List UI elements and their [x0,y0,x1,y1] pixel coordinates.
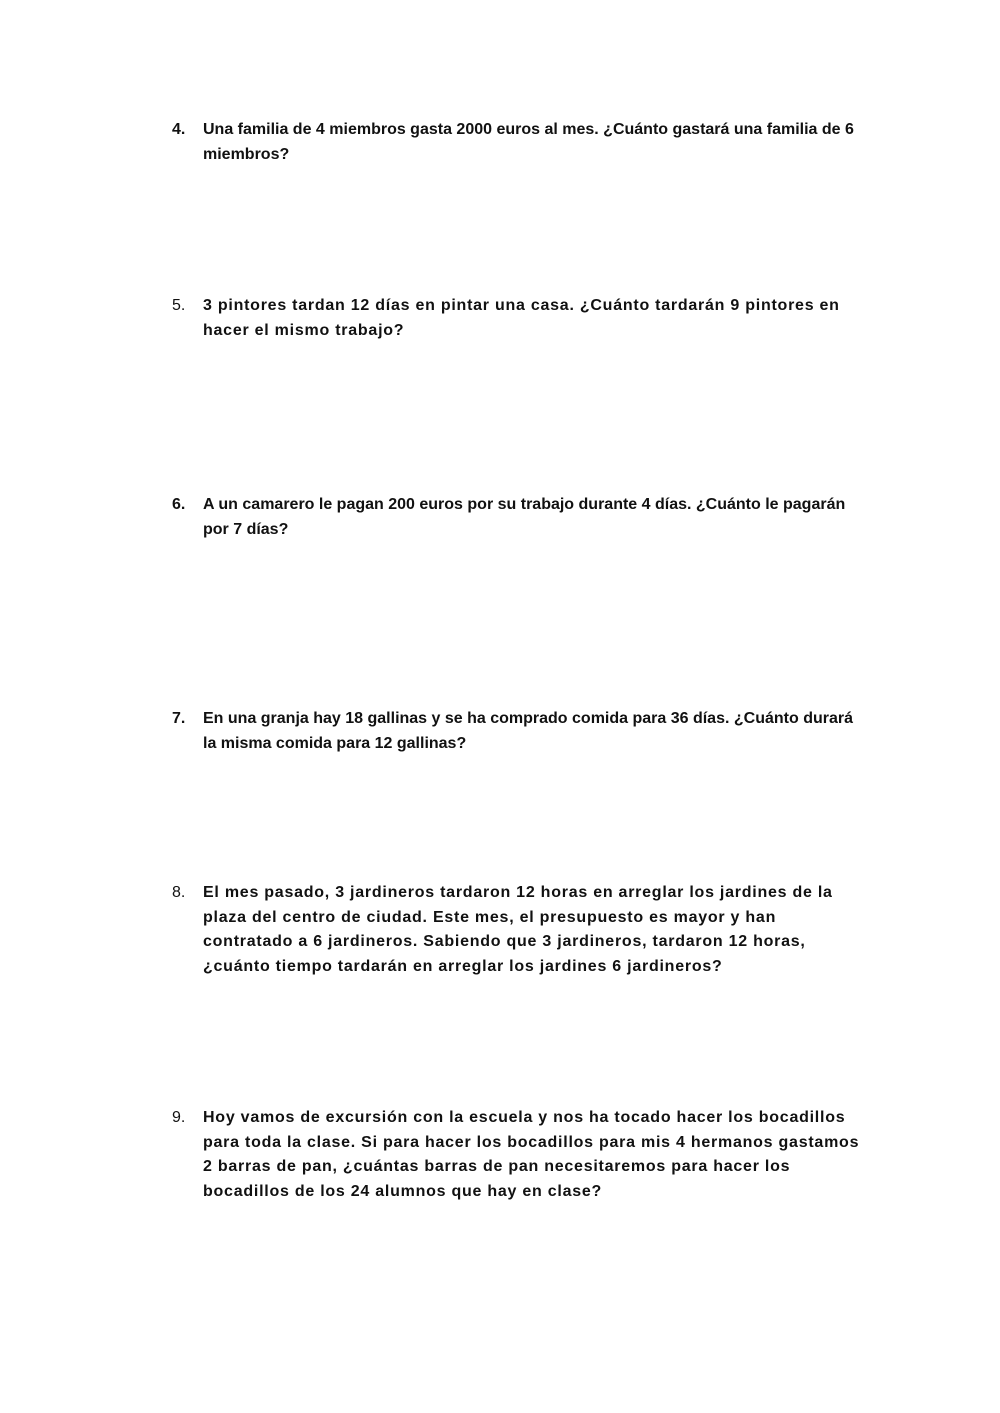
problem-number: 8. [172,884,186,901]
problem-8 [172,881,862,979]
problem-number: 4. [172,121,186,138]
problem-6 [172,493,862,542]
problem-7 [172,707,862,756]
problem-4 [172,118,862,167]
problem-number: 7. [172,710,186,727]
problem-text: En una granja hay 18 gallinas y se ha comprado comida para 36 días. ¿Cuánto durará la misma comida para 12 gallinas? [203,710,853,752]
problem-9 [172,1106,862,1204]
problem-text: Hoy vamos de excursión con la escuela y nos ha tocado hacer los bocadillos para toda la clase. Si para hacer los bocadillos para mis 4 hermanos gastamos 2 barras de pan, ¿cuántas barras de pan necesitaremos para hacer los bocadillos de los 24 alumnos que hay en clase? [203,1109,860,1200]
problem-text: Una familia de 4 miembros gasta 2000 euros al mes. ¿Cuánto gastará una familia de 6 miembros? [203,121,854,163]
problem-number: 9. [172,1109,186,1126]
problem-number: 6. [172,496,186,513]
problem-text: El mes pasado, 3 jardineros tardaron 12 horas en arreglar los jardines de la plaza del centro de ciudad. Este mes, el presupuesto es mayor y han contratado a 6 jardineros. Sabiendo que 3 jardineros, tardaron 12 horas, ¿cuánto tiempo tardarán en arreglar los jardines 6 jardineros? [203,884,833,975]
problem-text: 3 pintores tardan 12 días en pintar una casa. ¿Cuánto tardarán 9 pintores en hacer el mismo trabajo? [203,297,840,339]
problem-text: A un camarero le pagan 200 euros por su trabajo durante 4 días. ¿Cuánto le pagarán por 7 días? [203,496,846,538]
problem-5 [172,294,862,343]
problem-number: 5. [172,297,186,314]
